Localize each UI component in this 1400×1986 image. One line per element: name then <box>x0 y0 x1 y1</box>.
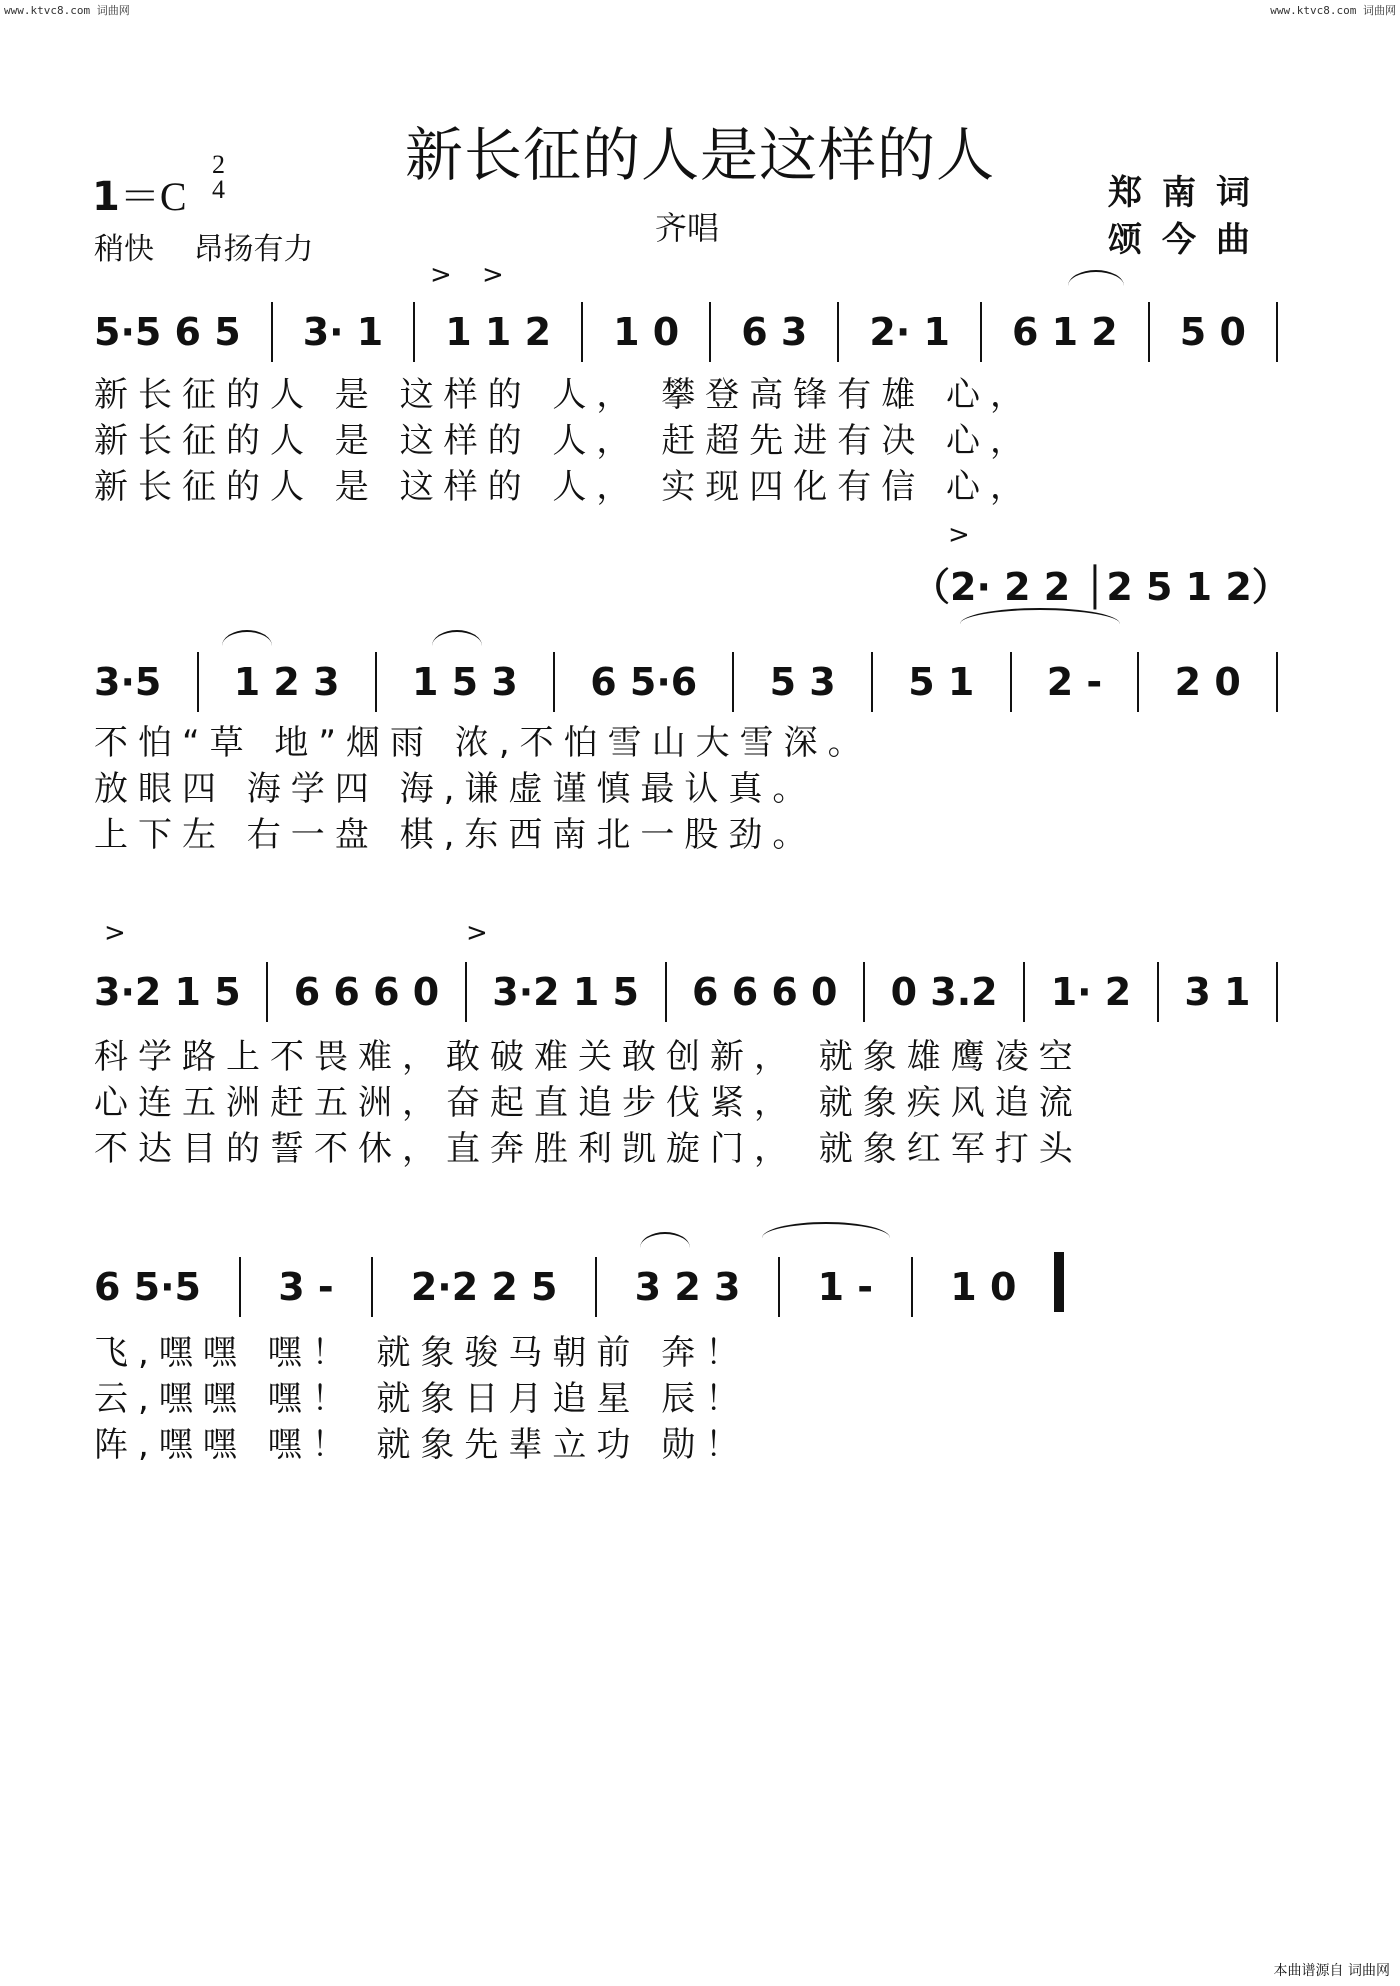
lyric-verse-1: 飞,嘿嘿 嘿！ 就象骏马朝前 奔！ <box>94 1333 750 1373</box>
measure: 2 - <box>1046 660 1103 704</box>
measure: 6 5·6 <box>590 660 698 704</box>
measure: 0 3.2 <box>890 970 998 1014</box>
bar-line <box>911 1257 913 1317</box>
bar-line <box>271 302 273 362</box>
bar-line <box>465 962 467 1022</box>
slur-mark <box>762 1222 890 1238</box>
measure: 5 1 <box>908 660 975 704</box>
bar-line <box>1157 962 1159 1022</box>
bar-line <box>863 962 865 1022</box>
watermark-left: www.ktvc8.com 词曲网 <box>4 4 130 17</box>
slur-mark <box>1068 270 1124 286</box>
measure: 6 6 6 0 <box>293 970 440 1014</box>
measure: 5·5 6 5 <box>94 310 241 354</box>
measure: 6 3 <box>741 310 808 354</box>
bar-line <box>1276 962 1278 1022</box>
lyric-verse-3: 不达目的誓不休，直奔胜利凯旋门， 就象红军打头 <box>94 1129 1083 1169</box>
measure: 1 5 3 <box>411 660 518 704</box>
measure: 3·2 1 5 <box>94 970 241 1014</box>
performance-mode: 齐唱 <box>655 209 720 247</box>
accent-mark: > <box>482 260 504 290</box>
bar-line <box>1137 652 1139 712</box>
bar-line <box>709 302 711 362</box>
bar-line <box>837 302 839 362</box>
measure: 1 2 3 <box>233 660 340 704</box>
measure: 2· 1 <box>869 310 950 354</box>
lyric-verse-1: 新长征的人 是 这样的 人， 攀登高锋有雄 心， <box>94 375 1035 415</box>
lyric-verse-2: 新长征的人 是 这样的 人， 赶超先进有决 心， <box>94 421 1035 461</box>
measure: 1· 2 <box>1050 970 1132 1014</box>
lyric-verse-2: 心连五洲赶五洲，奋起直追步伐紧， 就象疾风追流 <box>94 1083 1083 1123</box>
lyrics-line-1 <box>94 372 1278 510</box>
measure: 6 6 6 0 <box>692 970 838 1014</box>
measure: 3 2 3 <box>634 1264 741 1309</box>
accent-mark: > <box>430 260 452 290</box>
final-double-bar <box>1054 1252 1064 1321</box>
measure: 1 0 <box>613 310 680 354</box>
composer-credit: 颂今曲 <box>1108 220 1270 260</box>
accent-mark: > <box>104 918 126 948</box>
lyric-verse-1: 不怕“草 地”烟雨 浓,不怕雪山大雪深。 <box>94 723 872 763</box>
slur-mark <box>432 630 482 646</box>
measure: 5 3 <box>769 660 836 704</box>
slur-mark <box>640 1232 690 1248</box>
lyric-verse-3: 上下左 右一盘 棋,东西南北一股劲。 <box>94 815 817 855</box>
measure: 3 1 <box>1184 970 1251 1014</box>
notation-line-4 <box>94 1252 1064 1321</box>
measure: 5 0 <box>1179 310 1246 354</box>
bar-line <box>595 1257 597 1317</box>
measure: 1 - <box>817 1264 874 1309</box>
lyric-verse-1: 科学路上不畏难，敢破难关敢创新， 就象雄鹰凌空 <box>94 1037 1083 1077</box>
lyrics-line-2 <box>94 720 1278 858</box>
bar-line <box>553 652 555 712</box>
bar-line <box>1276 302 1278 362</box>
bar-line <box>1023 962 1025 1022</box>
notation-line-3 <box>94 962 1278 1022</box>
accent-mark: > <box>948 520 970 550</box>
bar-line <box>778 1257 780 1317</box>
lyrics-line-3 <box>94 1034 1278 1172</box>
bar-line <box>980 302 982 362</box>
slur-mark <box>222 630 272 646</box>
measure: 3·2 1 5 <box>492 970 639 1014</box>
lyric-verse-3: 新长征的人 是 这样的 人， 实现四化有信 心， <box>94 467 1035 507</box>
bar-line <box>371 1257 373 1317</box>
lyric-verse-2: 放眼四 海学四 海,谦虚谨慎最认真。 <box>94 769 817 809</box>
key-signature: 1＝C <box>92 174 187 220</box>
measure: 2 0 <box>1174 660 1241 704</box>
bar-line <box>239 1257 241 1317</box>
bar-line <box>871 652 873 712</box>
bar-line <box>1276 652 1278 712</box>
tempo-marking: 稍快 昂扬有力 <box>94 232 314 267</box>
measure: 3 - <box>278 1264 334 1309</box>
bar-line <box>375 652 377 712</box>
source-footer: 本曲谱源自 词曲网 <box>1273 1963 1390 1979</box>
watermark-right: www.ktvc8.com 词曲网 <box>1270 4 1396 17</box>
lyric-verse-2: 云,嘿嘿 嘿！ 就象日月追星 辰！ <box>94 1379 750 1419</box>
notation-line-1 <box>94 302 1278 362</box>
measure: 3·5 <box>94 660 162 704</box>
measure: 6 1 2 <box>1011 310 1118 354</box>
notation-line-2 <box>94 652 1278 712</box>
bar-line <box>266 962 268 1022</box>
bar-line <box>197 652 199 712</box>
measure: 6 5·5 <box>94 1264 201 1309</box>
lyric-verse-3: 阵,嘿嘿 嘿！ 就象先辈立功 勋！ <box>94 1425 750 1465</box>
bar-line <box>732 652 734 712</box>
accent-mark: > <box>466 918 488 948</box>
measure: 3· 1 <box>302 310 384 354</box>
measure: 2·2 2 5 <box>410 1264 558 1309</box>
bar-line <box>1148 302 1150 362</box>
measure: 1 0 <box>950 1264 1017 1309</box>
bar-line <box>665 962 667 1022</box>
bar-line <box>413 302 415 362</box>
measure: 1 1 2 <box>445 310 552 354</box>
intro-phrase: （2· 2 2 │2 5 1 2） <box>912 565 1290 609</box>
song-title: 新长征的人是这样的人 <box>404 121 995 189</box>
lyrics-line-4 <box>94 1330 1278 1468</box>
bar-line <box>1010 652 1012 712</box>
bar-line <box>581 302 583 362</box>
time-signature: 2 4 <box>212 150 225 204</box>
lyricist-credit: 郑南词 <box>1108 173 1270 213</box>
